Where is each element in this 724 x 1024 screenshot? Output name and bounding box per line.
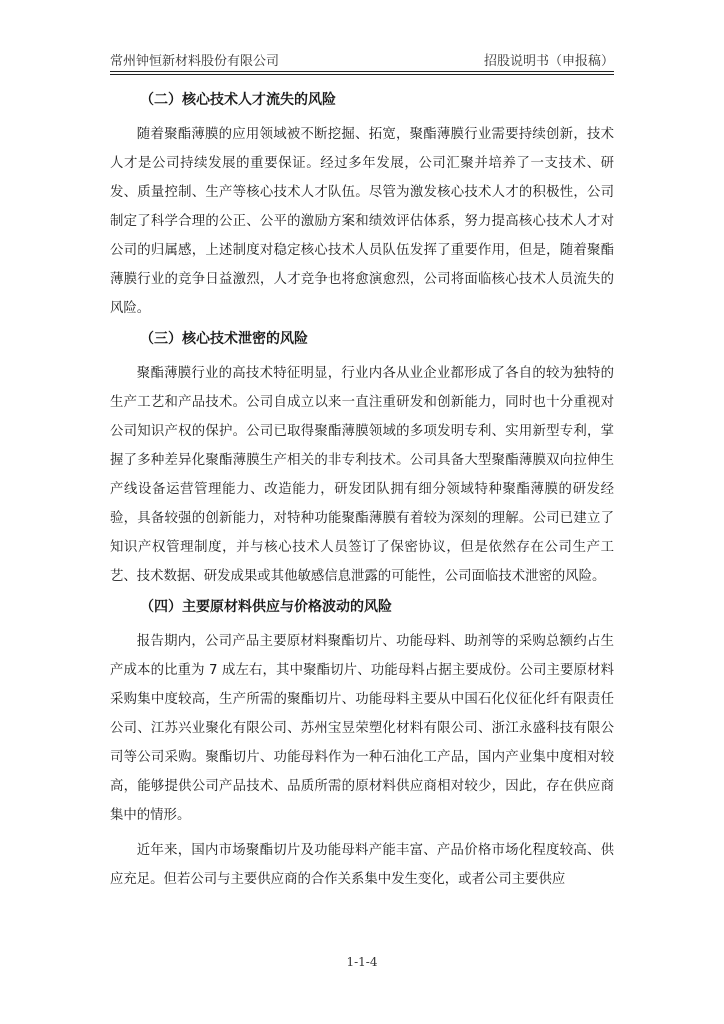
page-header [110,48,614,68]
section-core-talent [110,90,614,323]
paragraph: 报告期内，公司产品主要原材料聚酯切片、功能母料、助剂等的采购总额约占生产成本的比重为 7 成左右，其中聚酯切片、功能母料占据主要成份。公司主要原材料采购集中度较高，生产所需的聚酯切片、功能母料主要从中国石化仪征化纤有限责任公司、江苏兴业聚化有限公司、苏州宝昱荣塑化材料有限公司、浙江永盛科技有限公司等公司采购。聚酯切片、功能母料作为一种石油化工产品，国内产业集中度相对较高，能够提供公司产品技术、品质所需的原材料供应商相对较少，因此，存在供应商集中的情形。 [110,634,614,823]
header-doc-type: 招股说明书（申报稿） [483,54,614,69]
section-raw-materials [110,597,614,894]
section-heading: （三）核心技术泄密的风险 [140,331,308,347]
section-tech-leak [110,329,614,591]
header-rule-thin [110,74,614,75]
section-heading: （二）核心技术人才流失的风险 [140,92,336,108]
paragraph: 近年来，国内市场聚酯切片及功能母料产能丰富、产品价格市场化程度较高、供应充足。但若公司与主要供应商的合作关系集中发生变化，或者公司主要供应 [110,843,614,887]
page-body [110,86,614,900]
paragraph: 随着聚酯薄膜的应用领域被不断挖掘、拓宽，聚酯薄膜行业需要持续创新，技术人才是公司持续发展的重要保证。经过多年发展，公司汇聚并培养了一支技术、研发、质量控制、生产等核心技术人才队伍。尽管为激发核心技术人才的积极性，公司制定了科学合理的公正、公平的激励方案和绩效评估体系，努力提高核心技术人才对公司的归属感，上述制度对稳定核心技术人员队伍发挥了重要作用，但是，随着聚酯薄膜行业的竞争日益激烈，人才竞争也将愈演愈烈，公司将面临核心技术人员流失的风险。 [110,127,614,316]
page-number: 1-1-4 [346,955,378,969]
paragraph: 聚酯薄膜行业的高技术特征明显，行业内各从业企业都形成了各自的较为独特的生产工艺和产品技术。公司自成立以来一直注重研发和创新能力，同时也十分重视对公司知识产权的保护。公司已取得聚酯薄膜领域的多项发明专利、实用新型专利，掌握了多种差异化聚酯薄膜生产相关的非专利技术。公司具备大型聚酯薄膜双向拉伸生产线设备运营管理能力、改造能力，研发团队拥有细分领域特种聚酯薄膜的研发经验，具备较强的创新能力，对特种功能聚酯薄膜有着较为深刻的理解。公司已建立了知识产权管理制度，并与核心技术人员签订了保密协议，但是依然存在公司生产工艺、技术数据、研发成果或其他敏感信息泄露的可能性，公司面临技术泄密的风险。 [110,366,614,584]
header-company: 常州钟恒新材料股份有限公司 [110,54,280,69]
section-heading: （四）主要原材料供应与价格波动的风险 [140,599,392,615]
header-rule-thick [110,71,614,72]
